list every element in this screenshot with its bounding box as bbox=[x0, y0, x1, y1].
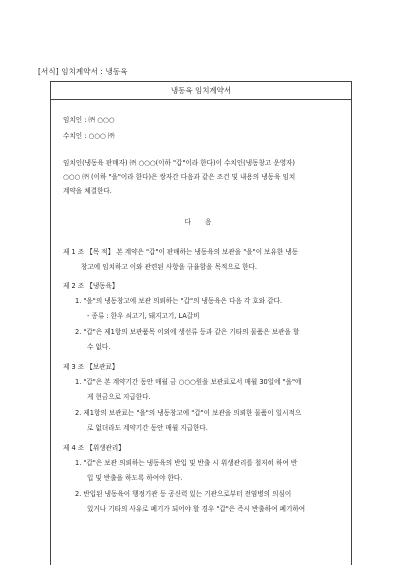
article-3-item: 게 현금으로 지급한다. bbox=[87, 393, 151, 401]
article-3-item: 2. 제1항의 보관료는 "을"의 냉동창고에 "갑"이 보관을 의뢰한 물품이 일시적으 bbox=[75, 409, 302, 417]
article-1-text: 창고에 임치하고 이와 관련된 사항을 규율함을 목적으로 한다. bbox=[81, 263, 258, 271]
article-4-item: 1. "갑"은 보관 의뢰하는 냉동육의 반입 및 반출 시 위생관리를 철저히 하여 반 bbox=[75, 459, 298, 467]
article-1-title: 제 1 조 【목 적】 본 계약은 "갑"이 판매하는 냉동육의 보관을 "을"이 보유한 냉동 bbox=[63, 248, 299, 256]
article-4-title: 제 4 조 【위생관리】 bbox=[63, 444, 125, 452]
article-2-item: - 종류 : 한우 쇠고기, 돼지고기, LA갈비 bbox=[87, 312, 200, 320]
article-3-item: 1. "갑"은 본 계약기간 동안 매월 금 ○○○원을 보관료로서 매월 30일에 "을"에 bbox=[75, 378, 302, 386]
article-4-item: 있거나 기타의 사유로 폐기가 되어야 할 경우 "갑"은 즉시 반출하여 폐기하여 bbox=[87, 505, 306, 513]
intro-line: 임치인(냉동육 판매자) ㈜ ○○○(이하 "갑"이라 한다)이 수치인(냉동창고 운영자) bbox=[63, 159, 296, 167]
intro-line: ○○○ ㈜ (이하 "을"이라 한다)은 쌍자간 다음과 같은 조건 및 내용의 냉동육 임치 bbox=[63, 173, 296, 181]
article-4-item: 2. 반입된 냉동육이 행정기관 등 공신력 있는 기관으로부터 전염병의 의심이 bbox=[75, 490, 292, 498]
article-4-item: 입 및 반출을 하도록 하여야 한다. bbox=[87, 474, 183, 482]
article-2-item: 2. "갑"은 제1항의 보관품목 이외에 생선류 등과 같은 기타의 물품은 보관을 할 bbox=[75, 328, 300, 336]
bailee-line: 수치인 : ○○○ ㈜ bbox=[63, 132, 115, 140]
contract-document bbox=[50, 81, 352, 565]
article-2-item: 1. "을"의 냉동창고에 보관 의뢰하는 "갑"의 냉동육은 다음 각 호와 같다. bbox=[75, 297, 283, 305]
article-3-title: 제 3 조 【보관료】 bbox=[63, 363, 119, 371]
form-header: [서식] 임치계약서 : 냉동육 bbox=[38, 67, 128, 76]
article-3-item: 로 없더라도 계약기간 동안 매월 지급한다. bbox=[87, 424, 208, 432]
article-2-item: 수 없다. bbox=[87, 343, 111, 351]
depositor-line: 임치인 : ㈜ ○○○ bbox=[63, 116, 115, 124]
document-title: 냉동육 임치계약서 bbox=[51, 82, 351, 100]
intro-line: 계약을 체결한다. bbox=[63, 187, 112, 195]
article-2-title: 제 2 조 【냉동육】 bbox=[63, 282, 119, 290]
section-heading: 다 음 bbox=[184, 218, 218, 226]
